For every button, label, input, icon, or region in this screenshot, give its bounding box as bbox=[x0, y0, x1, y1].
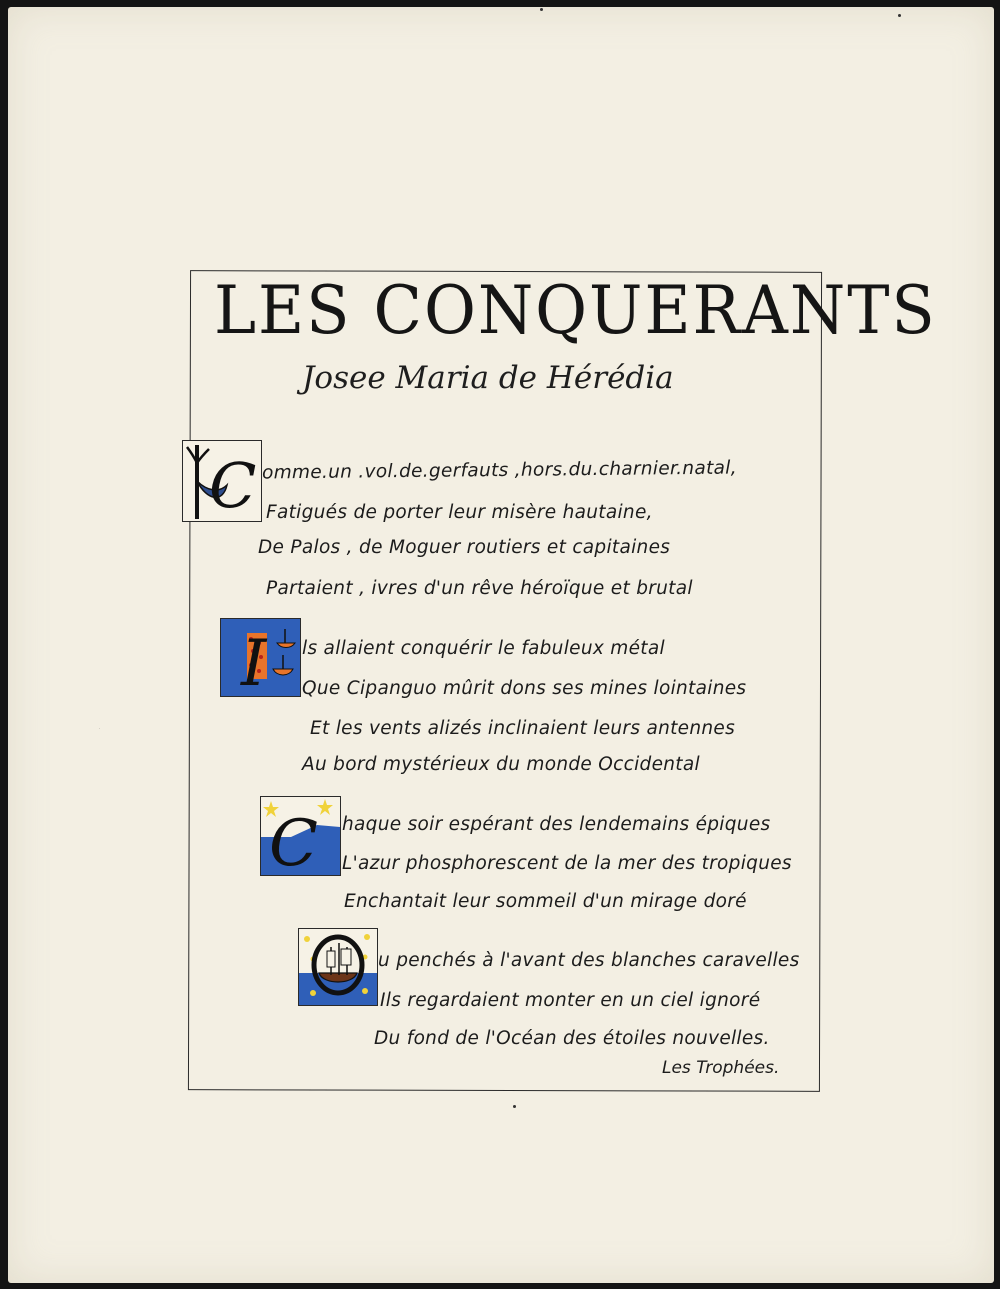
poem-line: Que Cipanguo mûrit dons ses mines lointaines bbox=[302, 678, 747, 699]
poem-line: Et les vents alizés inclinaient leurs antennes bbox=[310, 718, 736, 739]
illuminated-initial-o-stanza-4 bbox=[99, 729, 378, 1006]
illuminated-initial-i-stanza-2 bbox=[220, 618, 301, 701]
initial-letter: I bbox=[241, 627, 267, 701]
initial-letter: C bbox=[269, 807, 318, 881]
poem-line: Partaient , ivres d'un rêve héroïque et brutal bbox=[266, 578, 693, 599]
poem-line: ls allaient conquérir le fabuleux métal bbox=[302, 638, 665, 659]
initial-letter: C bbox=[209, 449, 257, 522]
ink-speck bbox=[898, 14, 901, 17]
poem-line: haque soir espérant des lendemains épiques bbox=[342, 814, 771, 835]
poem-author: Josee Maria de Hérédia bbox=[302, 360, 674, 396]
ink-speck bbox=[513, 1105, 516, 1108]
initial-letter: O bbox=[99, 729, 100, 730]
poem-line: u penchés à l'avant des blanches caravelles bbox=[378, 950, 800, 971]
poem-line: Enchantait leur sommeil d'un mirage doré bbox=[344, 891, 747, 912]
poem-line: L'azur phosphorescent de la mer des tropiques bbox=[342, 853, 792, 874]
poem-line: De Palos , de Moguer routiers et capitaines bbox=[258, 537, 671, 558]
poem-line: Fatigués de porter leur misère hautaine, bbox=[266, 502, 653, 523]
poem-line: Ils regardaient monter en un ciel ignoré bbox=[380, 990, 761, 1011]
source-attribution: Les Trophées. bbox=[662, 1058, 780, 1078]
illuminated-initial-c-stanza-3 bbox=[260, 796, 341, 881]
ink-speck bbox=[540, 8, 543, 11]
poem-line: Au bord mystérieux du monde Occidental bbox=[302, 754, 700, 775]
illuminated-initial-c-stanza-1 bbox=[182, 440, 262, 522]
poem-line: Du fond de l'Océan des étoiles nouvelles. bbox=[374, 1028, 770, 1049]
poem-title: LES CONQUERANTS bbox=[214, 272, 937, 349]
poem-line: omme.un .vol.de.gerfauts ,hors.du.charnier.natal, bbox=[261, 457, 737, 484]
